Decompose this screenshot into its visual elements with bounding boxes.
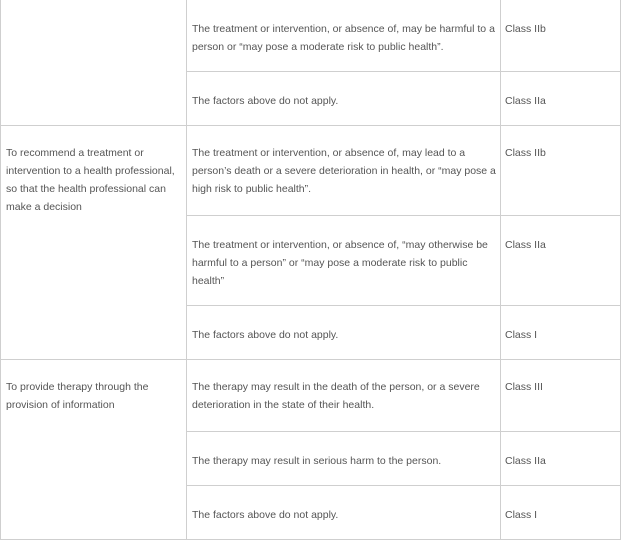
class-cell [501, 72, 621, 126]
condition-text: The therapy may result in the death of the person, or a severe deterioration in the state of their health. [192, 381, 480, 411]
purpose-cell [1, 0, 187, 126]
condition-cell [187, 360, 501, 432]
table-row [1, 126, 621, 216]
condition-text: The treatment or intervention, or absence of, “may otherwise be harmful to a person” or “may pose a moderate risk to public health” [192, 239, 488, 287]
class-text: Class IIb [505, 23, 546, 35]
table-row [1, 360, 621, 432]
purpose-text: To recommend a treatment or intervention to a health professional, so that the health professional can make a decision [6, 147, 175, 213]
class-text: Class I [505, 509, 538, 521]
class-cell [501, 306, 621, 360]
condition-text: The factors above do not apply. [192, 509, 339, 521]
purpose-cell [1, 360, 187, 540]
purpose-text [1, 0, 186, 17]
condition-cell [187, 432, 501, 486]
condition-cell [187, 72, 501, 126]
class-text: Class III [505, 381, 543, 393]
condition-text: The treatment or intervention, or absence of, may be harmful to a person or “may pose a moderate risk to public health”. [192, 23, 495, 53]
class-cell [501, 432, 621, 486]
condition-text: The treatment or intervention, or absence of, may lead to a person’s death or a severe deterioration in health, or “may pose a high risk to public health”. [192, 147, 496, 195]
condition-cell [187, 0, 501, 72]
condition-cell [187, 486, 501, 540]
condition-text: The factors above do not apply. [192, 329, 339, 341]
class-text: Class IIb [505, 147, 546, 159]
class-cell [501, 486, 621, 540]
class-text: Class IIa [505, 455, 546, 467]
table-row [1, 0, 621, 72]
condition-cell [187, 126, 501, 216]
class-text: Class I [505, 329, 538, 341]
condition-text: The factors above do not apply. [192, 95, 339, 107]
condition-cell [187, 306, 501, 360]
condition-text: The therapy may result in serious harm to the person. [192, 455, 442, 467]
purpose-cell [1, 126, 187, 360]
class-text: Class IIa [505, 95, 546, 107]
class-cell [501, 126, 621, 216]
class-cell [501, 360, 621, 432]
condition-cell [187, 216, 501, 306]
class-cell [501, 0, 621, 72]
class-text: Class IIa [505, 239, 546, 251]
class-cell [501, 216, 621, 306]
purpose-text: To provide therapy through the provision of information [6, 381, 149, 411]
